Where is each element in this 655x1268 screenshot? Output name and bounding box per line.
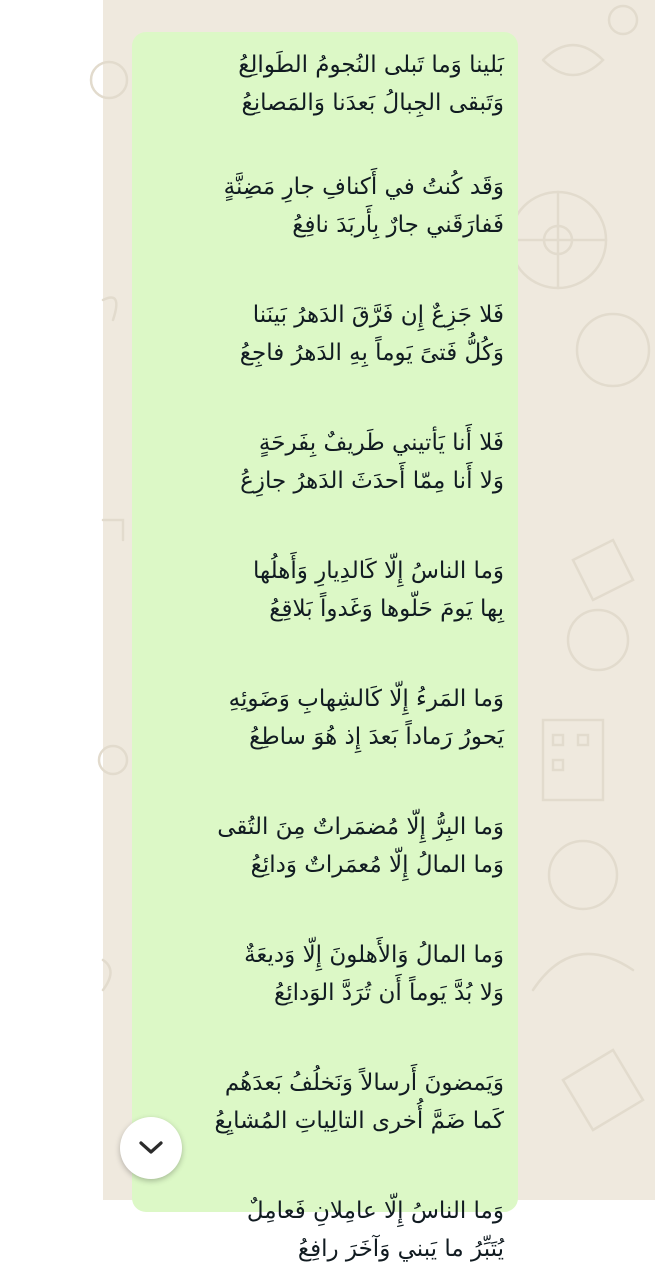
verse-stanza (146, 46, 504, 122)
verse-line: وَلا أَنا مِمّا أَحدَثَ الدَهرُ جازِعُ (240, 468, 504, 494)
verse-line: فَفارَقَني جارٌ بِأَربَدَ نافِعُ (292, 212, 504, 238)
verse-line: يُتَبِّرُ ما يَبني وَآخَرَ رافِعُ (297, 1236, 504, 1262)
verse-line: وَقَد كُنتُ في أَكنافِ جارِ مَضِنَّةٍ (223, 174, 504, 200)
verse-line: يَحورُ رَماداً بَعدَ إِذ هُوَ ساطِعُ (249, 724, 504, 750)
verse-stanza (146, 552, 504, 628)
verse-line: كَما ضَمَّ أُخرى التالِياتِ المُشايِعُ (214, 1108, 504, 1134)
scroll-to-bottom-button[interactable] (120, 1117, 182, 1179)
verse-line: وَما الناسُ إِلّا كَالدِيارِ وَأَهلُها (252, 558, 504, 584)
verse-line: بِها يَومَ حَلّوها وَغَدواً بَلاقِعُ (269, 596, 504, 622)
verse-line: وَلا بُدَّ يَوماً أَن تُرَدَّ الوَدائِعُ (273, 980, 504, 1006)
verse-stanza (146, 424, 504, 500)
verse-line: وَما المالُ وَالأَهلونَ إِلّا وَديعَةٌ (244, 942, 504, 968)
verse-stanza (146, 296, 504, 372)
verse-line: وَيَمضونَ أَرسالاً وَنَخلُفُ بَعدَهُم (224, 1070, 504, 1096)
verse-line: وَما المَرءُ إِلّا كَالشِهابِ وَضَوئِهِ (228, 686, 504, 712)
message-bubble[interactable] (132, 32, 518, 1262)
verse-line: وَكُلُّ فَتىً يَوماً بِهِ الدَهرُ فاجِعُ (239, 340, 504, 366)
verse-stanza (146, 1192, 504, 1268)
verse-stanza (146, 168, 504, 244)
verse-line: وَتَبقى الجِبالُ بَعدَنا وَالمَصانِعُ (241, 90, 504, 116)
verse-line: وَما المالُ إِلّا مُعمَراتٌ وَدائِعُ (250, 852, 504, 878)
verse-stanza (146, 680, 504, 756)
chevron-down-icon (138, 1140, 164, 1156)
left-margin (0, 0, 103, 1200)
verse-line: وَما البِرُّ إِلّا مُضمَراتٌ مِنَ التُقى (217, 814, 504, 840)
verse-line: بَلينا وَما تَبلى النُجومُ الطَوالِعُ (238, 52, 504, 78)
verse-line: فَلا أَنا يَأتيني طَريفٌ بِفَرحَةٍ (258, 430, 504, 456)
verse-stanza (146, 1064, 504, 1140)
verse-stanza (146, 808, 504, 884)
verse-line: فَلا جَزِعٌ إِن فَرَّقَ الدَهرُ بَينَنا (252, 302, 504, 328)
verse-line: وَما الناسُ إِلّا عامِلانِ فَعامِلٌ (246, 1198, 504, 1224)
verse-stanza (146, 936, 504, 1012)
